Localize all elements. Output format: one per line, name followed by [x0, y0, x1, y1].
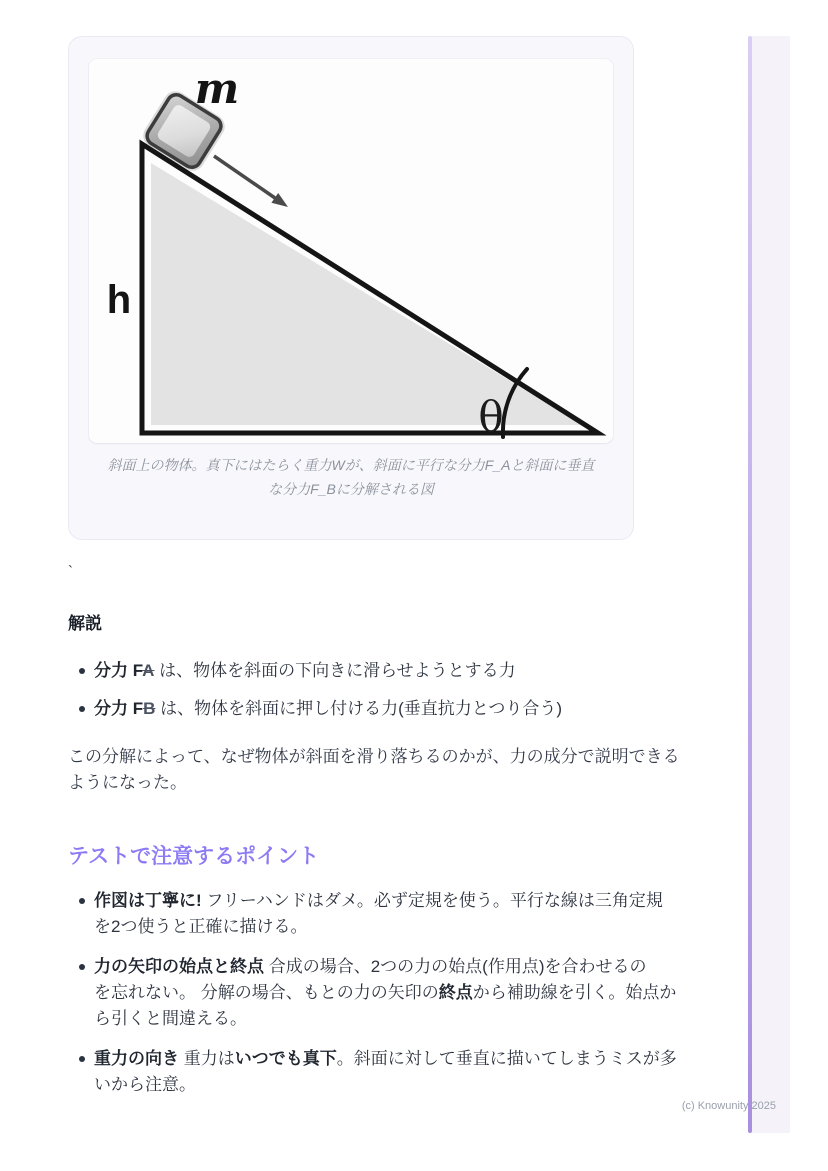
- mass-label: m: [194, 64, 240, 113]
- incline-diagram-svg: [89, 59, 613, 443]
- list-item: [68, 658, 680, 684]
- line: いから注意。: [94, 1075, 196, 1094]
- line: 重力の向き 重力はいつでも真下。斜面に対して垂直に描いてしまうミスが多: [94, 1049, 677, 1068]
- height-label: h: [106, 278, 132, 322]
- triangle-fill: [151, 163, 583, 425]
- line: 作図は丁寧に! フリーハンドはダメ。必ず定規を使う。平行な線は三角定規: [94, 891, 663, 910]
- list-item: [68, 954, 680, 1032]
- kaisetsu-list: [68, 658, 696, 722]
- stray-backtick: `: [68, 563, 73, 580]
- section-heading-kaisetsu: 解説: [68, 614, 102, 633]
- section-heading-test-points: テストで注意するポイント: [68, 845, 320, 868]
- line: ら引くと間違える。: [94, 1009, 247, 1028]
- incline-diagram: [89, 59, 613, 443]
- line: 分力 FB は、物体を斜面に押し付ける力(垂直抗力とつり合う): [94, 699, 563, 718]
- figure-card: [68, 36, 634, 540]
- line: この分解によって、なぜ物体が斜面を滑り落ちるのかが、力の成分で説明できる: [68, 747, 680, 766]
- list-item: [68, 696, 680, 722]
- copyright-notice: (c) Knowunity 2025: [681, 1100, 776, 1112]
- figure-caption-line2: な分力F_Bに分解される図: [268, 481, 434, 497]
- list-item: [68, 1046, 680, 1098]
- angle-label: θ: [478, 392, 504, 441]
- line: 力の矢印の始点と終点 合成の場合、2つの力の始点(作用点)を合わせるの: [94, 957, 647, 976]
- line: 分力 FA は、物体を斜面の下向きに滑らせようとする力: [94, 661, 516, 680]
- line: を2つ使うと正確に描ける。: [94, 917, 308, 936]
- document-body: [68, 562, 696, 1098]
- side-scroll-panel: [752, 36, 790, 1133]
- figure-caption: [79, 453, 623, 501]
- figure-caption-line1: 斜面上の物体。真下にはたらく重力Wが、斜面に平行な分力F_Aと斜面に垂直: [107, 457, 595, 473]
- test-points-list: [68, 888, 696, 1098]
- summary-paragraph: [68, 744, 696, 796]
- line: ようになった。: [68, 773, 187, 792]
- line: を忘れない。 分解の場合、もとの力の矢印の終点から補助線を引く。始点か: [94, 983, 677, 1002]
- list-item: [68, 888, 680, 940]
- side-scroll-thumb[interactable]: [748, 36, 752, 1133]
